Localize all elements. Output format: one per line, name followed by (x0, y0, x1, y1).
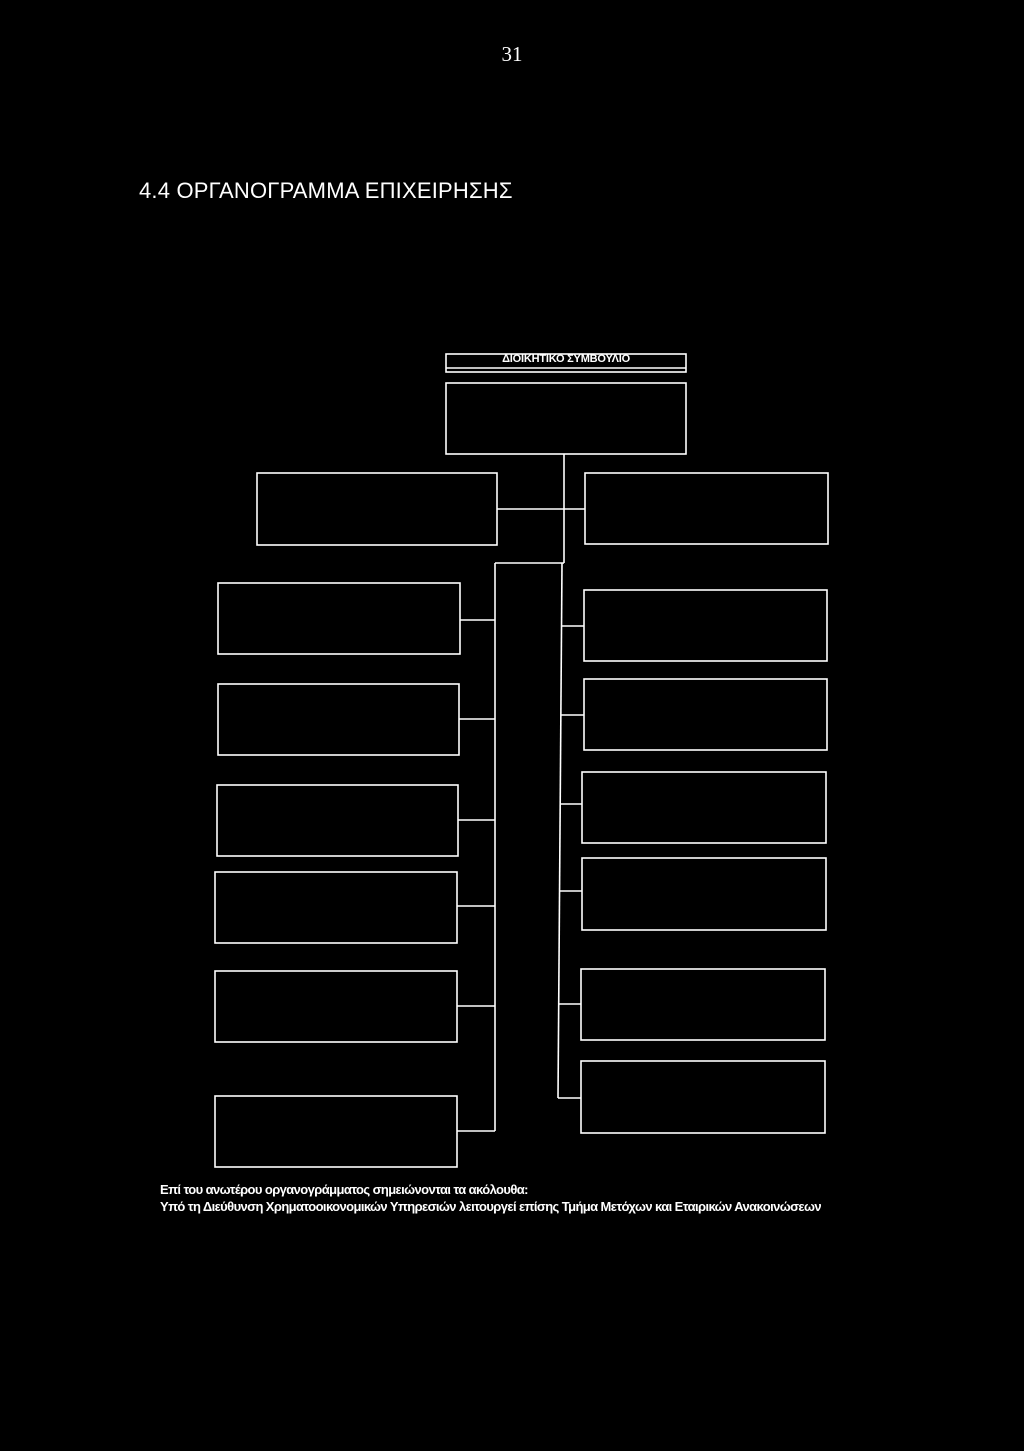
org-box-right-6 (581, 1061, 825, 1133)
org-box-right-2 (584, 679, 827, 750)
org-box-left-6 (215, 1096, 457, 1167)
org-box-right-1 (584, 590, 827, 661)
org-box-left-2 (218, 684, 459, 755)
page-number: 31 (501, 42, 523, 66)
org-box-top (446, 383, 686, 454)
note-line-1: Επί του ανωτέρου οργανογράμματος σημειώνονται τα ακόλουθα: (160, 1182, 528, 1197)
org-box-right-5 (581, 969, 825, 1040)
org-box-level2-right (585, 473, 828, 544)
org-box-right-3 (582, 772, 826, 843)
board-label: ΔΙΟΙΚΗΤΙΚΟ ΣΥΜΒΟΥΛΙΟ (502, 353, 630, 365)
org-box-level2-left (257, 473, 497, 545)
org-box-left-1 (218, 583, 460, 654)
org-box-left-3 (217, 785, 458, 856)
org-box-left-4 (215, 872, 457, 943)
notes (160, 1181, 821, 1215)
note-line-2: Υπό τη Διεύθυνση Χρηματοοικονομικών Υπηρεσιών λειτουργεί επίσης Τμήμα Μετόχων και Εταιρικών Ανακοινώσεων (160, 1199, 821, 1214)
org-box-left-5 (215, 971, 457, 1042)
org-box-right-4 (582, 858, 826, 930)
connector-right-spine (558, 563, 562, 1098)
section-heading: 4.4 ΟΡΓΑΝΟΓΡΑΜΜΑ ΕΠΙΧΕΙΡΗΣΗΣ (139, 178, 513, 203)
